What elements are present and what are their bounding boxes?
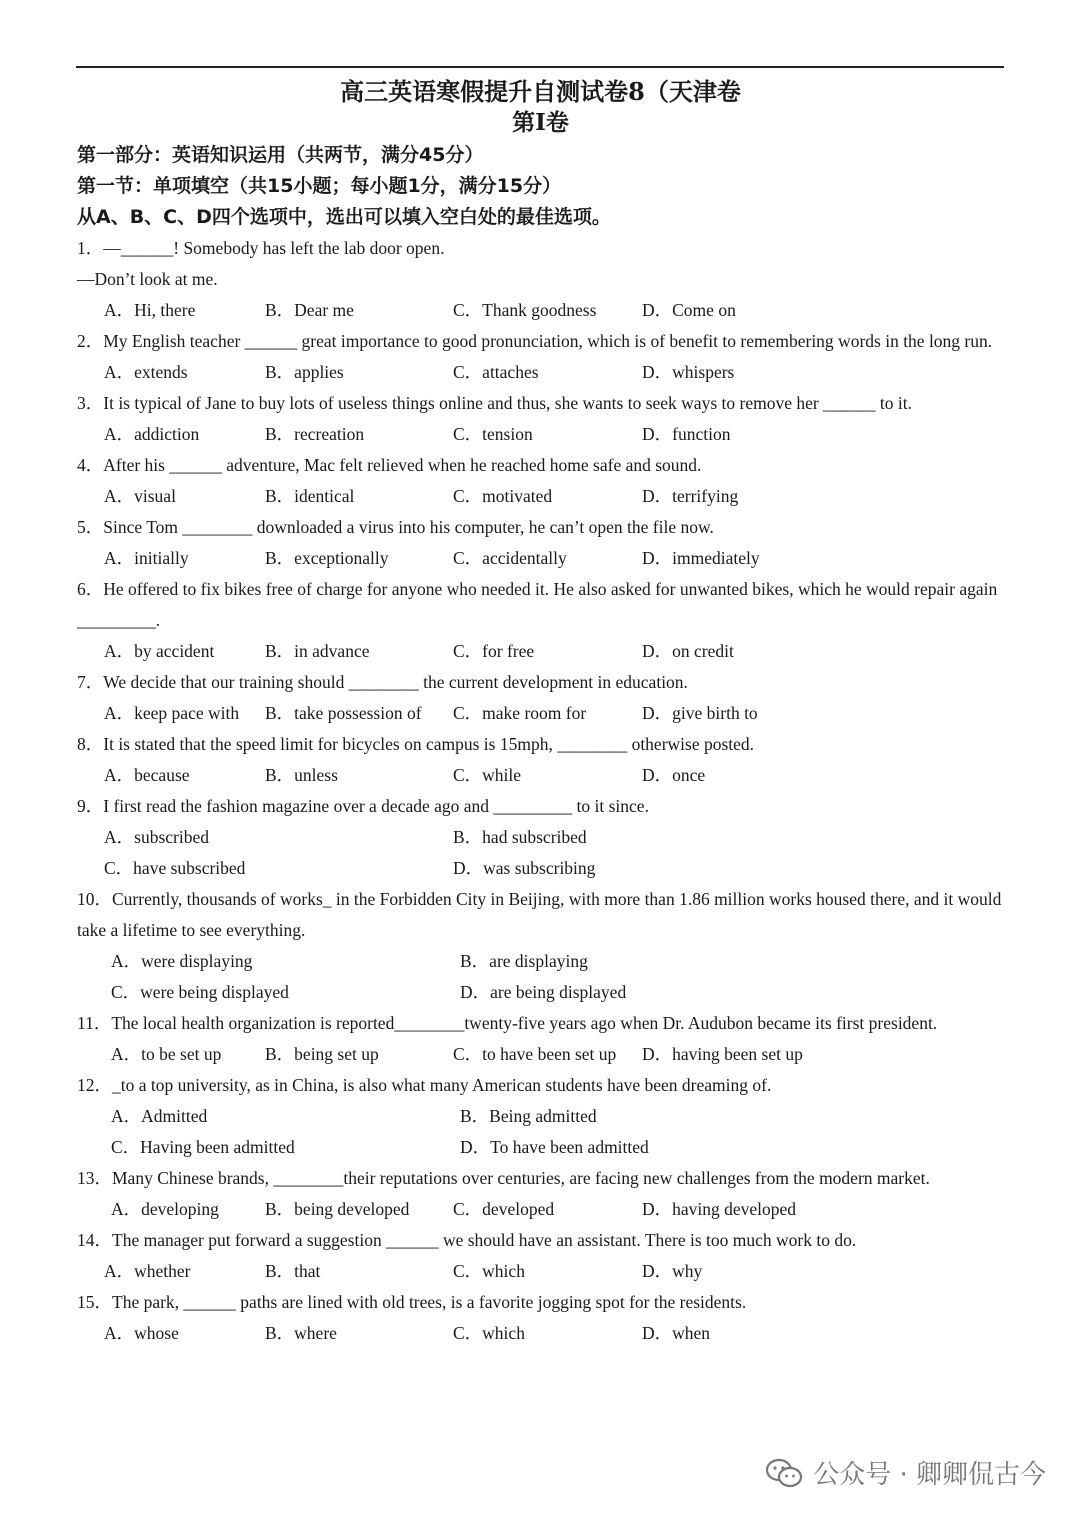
- question-stem: 6．He offered to fix bikes free of charge for anyone who needed it. He also asked for unwanted bikes, which he would repair again _________.: [77, 579, 998, 630]
- answer-option: D．function: [642, 424, 731, 444]
- answer-option: A．extends: [104, 362, 188, 382]
- answer-option: D．give birth to: [642, 703, 758, 723]
- answer-option: C．while: [453, 765, 522, 785]
- option-row: [77, 543, 1004, 574]
- question-stem: 13．Many Chinese brands, ________their reputations over centuries, are facing new challenges from the modern market.: [77, 1168, 930, 1188]
- answer-option: D．Come on: [642, 300, 736, 320]
- question-4: [77, 450, 1004, 512]
- question-6: [77, 574, 1004, 667]
- answer-option: D．having developed: [642, 1199, 797, 1219]
- question-stem: 7．We decide that our training should ________ the current development in education.: [77, 672, 688, 692]
- answer-option: A．keep pace with: [104, 703, 240, 723]
- answer-option: B．Being admitted: [460, 1106, 597, 1126]
- answer-option: C．Thank goodness: [453, 300, 597, 320]
- answer-option: B．exceptionally: [265, 548, 389, 568]
- exam-page: [77, 76, 1004, 1349]
- answer-option: C．have subscribed: [104, 858, 246, 878]
- answer-option: A．were displaying: [111, 951, 253, 971]
- question-10: [77, 884, 1004, 1008]
- answer-option: B．are displaying: [460, 951, 588, 971]
- instruction-text: 从A、B、C、D四个选项中，选出可以填入空白处的最佳选项。: [77, 206, 611, 228]
- answer-option: A．addiction: [104, 424, 200, 444]
- question-12: [77, 1070, 1004, 1163]
- answer-option: A．because: [104, 765, 190, 785]
- question-stem: 10．Currently, thousands of works_ in the Forbidden City in Beijing, with more than 1.86 million works housed there, and it would take a lifetime to see everything.: [77, 889, 1002, 940]
- question-stem: 14．The manager put forward a suggestion ______ we should have an assistant. There is too much work to do.: [77, 1230, 857, 1250]
- option-row: [77, 760, 1004, 791]
- answer-option: B．Dear me: [265, 300, 354, 320]
- option-row: [77, 946, 1004, 1008]
- answer-option: A．by accident: [104, 641, 215, 661]
- answer-option: C．motivated: [453, 486, 553, 506]
- answer-option: A．subscribed: [104, 827, 209, 847]
- answer-option: B．unless: [265, 765, 338, 785]
- question-stem: 9．I first read the fashion magazine over a decade ago and _________ to it since.: [77, 796, 649, 816]
- option-row: [77, 698, 1004, 729]
- option-row: [77, 1318, 1004, 1349]
- option-row: [77, 1101, 1004, 1163]
- answer-option: B．where: [265, 1323, 337, 1343]
- answer-option: B．that: [265, 1261, 321, 1281]
- question-stem: 1．—______! Somebody has left the lab door open.: [77, 238, 445, 258]
- answer-option: D．was subscribing: [453, 858, 596, 878]
- answer-option: A．visual: [104, 486, 176, 506]
- answer-option: B．had subscribed: [453, 827, 587, 847]
- answer-option: C．tension: [453, 424, 533, 444]
- answer-option: B．identical: [265, 486, 355, 506]
- option-row: [77, 1194, 1004, 1225]
- question-stem: —Don’t look at me.: [77, 269, 218, 289]
- answer-option: B．recreation: [265, 424, 365, 444]
- answer-option: C．were being displayed: [111, 982, 289, 1002]
- answer-option: C．which: [453, 1261, 525, 1281]
- answer-option: A．Hi, there: [104, 300, 196, 320]
- question-stem: 2．My English teacher ______ great importance to good pronunciation, which is of benefit to remembering words in the long run.: [77, 331, 993, 351]
- question-stem: 15．The park, ______ paths are lined with old trees, is a favorite jogging spot for the residents.: [77, 1292, 747, 1312]
- section-heading: 第一节：单项填空（共15小题；每小题1分，满分15分）: [77, 175, 562, 197]
- question-11: [77, 1008, 1004, 1070]
- question-2: [77, 326, 1004, 388]
- question-stem: 5．Since Tom ________ downloaded a virus into his computer, he can’t open the file now.: [77, 517, 714, 537]
- answer-option: B．being set up: [265, 1044, 379, 1064]
- answer-option: D．terrifying: [642, 486, 739, 506]
- answer-option: D．having been set up: [642, 1044, 803, 1064]
- answer-option: C．make room for: [453, 703, 587, 723]
- option-row: [77, 295, 1004, 326]
- option-row: [77, 1039, 1004, 1070]
- header-rule: [76, 66, 1004, 68]
- answer-option: A．developing: [111, 1199, 219, 1219]
- option-row: [77, 481, 1004, 512]
- option-row: [77, 1256, 1004, 1287]
- question-15: [77, 1287, 1004, 1349]
- answer-option: B．take possession of: [265, 703, 422, 723]
- question-stem: 4．After his ______ adventure, Mac felt relieved when he reached home safe and sound.: [77, 455, 702, 475]
- question-1: [77, 233, 1004, 326]
- answer-option: A．whose: [104, 1323, 179, 1343]
- question-7: [77, 667, 1004, 729]
- option-row: [77, 419, 1004, 450]
- answer-option: B．being developed: [265, 1199, 410, 1219]
- answer-option: D．once: [642, 765, 706, 785]
- answer-option: D．on credit: [642, 641, 734, 661]
- answer-option: D．whispers: [642, 362, 735, 382]
- answer-option: A．whether: [104, 1261, 191, 1281]
- volume-subtitle: 第I卷: [512, 109, 569, 136]
- question-13: [77, 1163, 1004, 1225]
- question-stem: 8．It is stated that the speed limit for bicycles on campus is 15mph, ________ otherwise posted.: [77, 734, 755, 754]
- answer-option: A．to be set up: [111, 1044, 222, 1064]
- wechat-icon: [765, 1457, 803, 1489]
- watermark-text: 公众号 · 卿卿侃古今: [813, 1460, 1046, 1490]
- option-row: [77, 357, 1004, 388]
- question-stem: 12．_to a top university, as in China, is also what many American students have been dreaming of.: [77, 1075, 772, 1095]
- answer-option: A．Admitted: [111, 1106, 208, 1126]
- answer-option: D．immediately: [642, 548, 760, 568]
- answer-option: B．applies: [265, 362, 344, 382]
- answer-option: C．which: [453, 1323, 525, 1343]
- question-stem: 3．It is typical of Jane to buy lots of useless things online and thus, she wants to seek ways to remove her ______ to it.: [77, 393, 913, 413]
- answer-option: C．attaches: [453, 362, 539, 382]
- answer-option: D．when: [642, 1323, 711, 1343]
- answer-option: D．why: [642, 1261, 703, 1281]
- question-list: [77, 233, 1004, 1349]
- question-8: [77, 729, 1004, 791]
- page-title: 高三英语寒假提升自测试卷8（天津卷: [340, 77, 741, 106]
- question-5: [77, 512, 1004, 574]
- answer-option: C．accidentally: [453, 548, 567, 568]
- question-3: [77, 388, 1004, 450]
- part-heading: 第一部分：英语知识运用（共两节，满分45分）: [77, 144, 484, 166]
- question-14: [77, 1225, 1004, 1287]
- answer-option: C．for free: [453, 641, 535, 661]
- question-stem: 11．The local health organization is reported________twenty-five years ago when Dr. Audubon became its first president.: [77, 1013, 938, 1033]
- option-row: [77, 636, 1004, 667]
- answer-option: C．to have been set up: [453, 1044, 617, 1064]
- answer-option: C．Having been admitted: [111, 1137, 295, 1157]
- answer-option: D．are being displayed: [460, 982, 627, 1002]
- option-row: [77, 822, 1004, 884]
- watermark: [765, 1454, 1046, 1491]
- answer-option: C．developed: [453, 1199, 555, 1219]
- answer-option: B．in advance: [265, 641, 370, 661]
- answer-option: D．To have been admitted: [460, 1137, 649, 1157]
- question-9: [77, 791, 1004, 884]
- answer-option: A．initially: [104, 548, 189, 568]
